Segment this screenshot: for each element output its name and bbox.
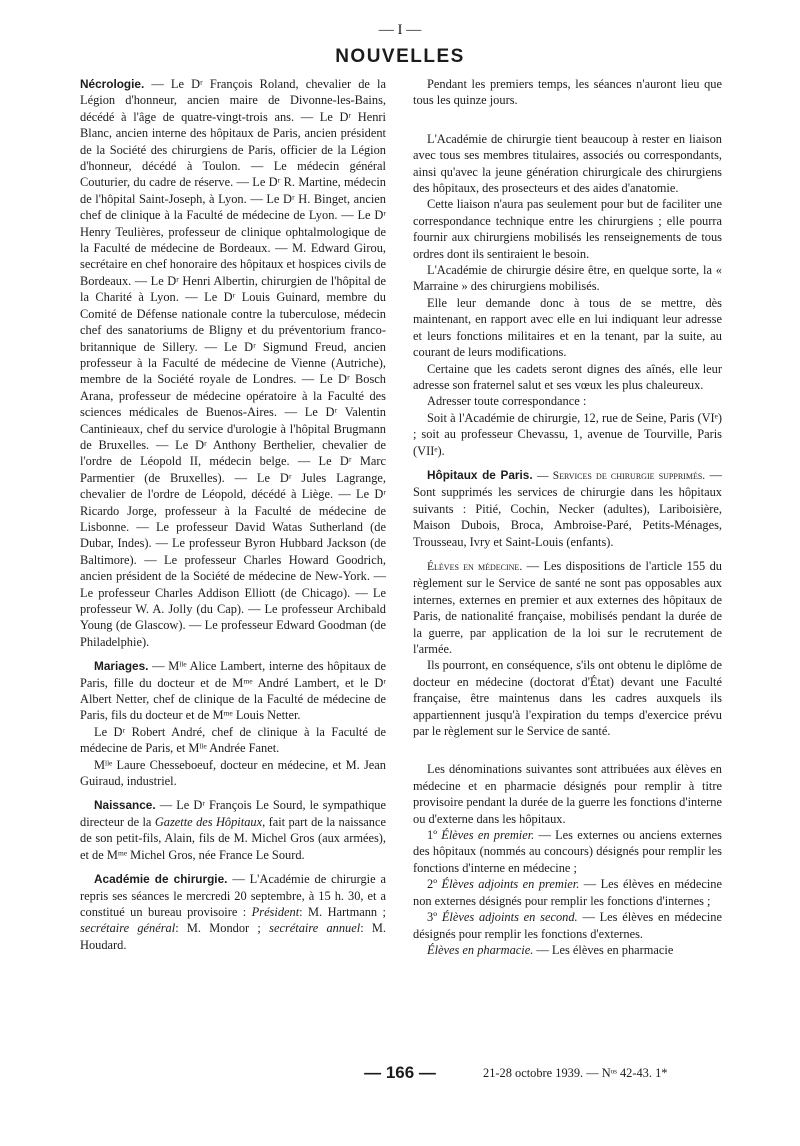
hopitaux-heading: Hôpitaux de Paris. (427, 467, 533, 482)
academie-liaison-paragraph: L'Académie de chirurgie tient beaucoup à rester en liaison avec tous ses membres titulaires, associés ou correspondants, ainsi qu'avec la jeune génération chirurgicale des chirurgiens des hôpitaux, des prosecteurs et des aides d'anatomie. (413, 131, 722, 196)
address-paragraph: Soit à l'Académie de chirurgie, 12, rue de Seine, Paris (VIᵉ) ; soit au professeur Chevassu, 1, avenue de Tourville, Paris (VIIᵉ). (413, 410, 722, 458)
mariages-paragraph-2: Le Dʳ Robert André, chef de clinique à la Faculté de médecine de Paris, et Mˡˡᵉ Andrée Fanet. (80, 724, 386, 756)
naissance-heading: Naissance. (94, 798, 156, 813)
mariages-section (80, 658, 386, 724)
footer-issue-date: 21-28 octobre 1939. — Nᵒˢ 42-43. 1* (483, 1066, 668, 1080)
mariages-text: — Mˡˡᵉ Alice Lambert, interne des hôpitaux de Paris, fille du docteur et de Mᵐᵉ André Lambert, et le Dʳ Albert Netter, chef de clinique de la Faculté de médecine de Paris, fils du docteur et de Mᵐᵉ Louis Netter. (80, 659, 386, 723)
eleves-heading: Élèves en médecine. (427, 560, 523, 573)
list-label-4: Élèves en pharmacie. (427, 942, 534, 957)
academie-role-3: secrétaire annuel (269, 921, 361, 936)
list-text-1: — Les externes ou anciens externes des hôpitaux (nommés au concours) désignés pour remplir les fonctions d'interne en médecine ; (413, 828, 722, 875)
list-text-2: — Les élèves en médecine non externes désignés pour remplir les fonctions d'internes ; (413, 877, 722, 908)
naissance-section (80, 797, 386, 863)
left-column (80, 76, 386, 953)
marraine-paragraph: L'Académie de chirurgie désire être, en quelque sorte, la « Marraine » des chirurgiens mobilisés. (413, 263, 722, 294)
hopitaux-text: — Sont supprimés les services de chirurgie dans les hôpitaux suivants : Pitié, Cochin, Necker (adultes), Lariboisière, Maison Dubois, Broca, Ambroise-Paré, Petits-Ménages, Trousseau, Ivry et Saint-Louis (enfants). (413, 467, 722, 549)
pourront-paragraph: Ils pourront, en conséquence, s'ils ont obtenu le diplôme de docteur en médecine (doctorat d'État) devant une Faculté française, être maintenus dans les cadres auxquels ils appartiennent jusqu'à l'expiration du temps d'exercice prévu par le règlement sur le Service de santé. (413, 658, 722, 739)
list-item-1 (413, 827, 722, 876)
list-item-2 (413, 876, 722, 909)
cadets-paragraph: Certaine que les cadets seront dignes des aînés, elle leur adresse son fraternel salut et ses vœux les plus chaleureux. (413, 361, 722, 392)
list-number-2: 2º (427, 877, 438, 892)
eleves-text: — Les dispositions de l'article 155 du règlement sur le Service de santé ne sont pas opposables aux internes, externes en premier et aux externes des hôpitaux de Paris, de nationalité française, mobilisés pendant la durée de la guerre, par application de la loi sur le recrutement de l'armée. (413, 558, 723, 656)
list-text-4: — Les élèves en pharmacie (533, 942, 674, 957)
denominations-paragraph: Les dénominations suivantes sont attribuées aux élèves en médecine et en pharmacie désignés pour remplir à titre provisoire pendant la durée de la guerre les fonctions d'interne ou d'externe dans les hôpitaux. (413, 762, 722, 826)
necrologie-text: — Le Dʳ François Roland, chevalier de la Légion d'honneur, ancien maire de Divonne-les-Bains, décédé à l'âge de quatre-vingt-trois ans. — Le Dʳ Henri Blanc, ancien interne des hôpitaux de Paris, ancien président de la Société des chirurgiens de Paris, officier de la Légion d'honneur, décédé à Toulon. — Le médecin général Couturier, du cadre de réserve. — Le Dʳ R. Martine, médecin de l'hôpital Saint-Joseph, à Lyon. — Le Dʳ H. Binget, ancien chef de clinique à la Faculté de médecine de Lyon. — Le Dʳ Henry Teulières, professeur de clinique ophtalmologique de la Faculté de médecine de Bordeaux. — M. Edward Girou, secrétaire en chef honoraire des hôpitaux et hospices civils de Bordeaux. — Le Dʳ Henri Albertin, chirurgien de l'hôpital de la Charité à Lyon. — Le Dʳ Louis Guinard, membre du Comité de Défense nationale contre la tuberculose, médecin chef des sanatoriums de Bligny et du préventorium franco-britannique de Sillery. — Le Dʳ Sigmund Freud, ancien professeur à la Faculté de médecine de Vienne (Autriche), membre de la Société royale de Londres. — Le Dʳ Bosch Arana, professeur de médecine opératoire à la Faculté des sciences médicales de Buenos-Aires. — Le Dʳ Valentin Cantinieaux, chef du service d'urologie à l'hôpital Brugmann de Bruxelles. — Le Dʳ Anthony Berthelier, chevalier de l'ordre de Léopold II, médecin belge. — Le Dʳ Marc Parmentier (de Bruxelles). — Le Dʳ Jules Lagrange, chevalier de l'ordre de Léopold, décédé à Liège. — Le Dʳ Ricardo Jorge, professeur à la Faculté de médecine de Lisbonne. — Le professeur David Watas Sutherland (de Dubar, Indes). — Le professeur Byron Hubbard Jackson (de Baltimore). — Le professeur Charles Howard Goodrich, ancien président de la Société de médecine de New-York. — Le professeur Charles Addison Elliott (de Chicago). — Le professeur W. A. Jolly (du Cap). — Le professeur Archibald Young (de Glascow). — Le professeur Edward Goodman (de Philadelphie). (80, 77, 386, 649)
mariages-paragraph-3: Mˡˡᵉ Laure Chesseboeuf, docteur en médecine, et M. Jean Guiraud, industriel. (80, 757, 386, 789)
list-label-2: Élèves adjoints en premier. (441, 877, 580, 892)
footer-page-number: — 166 — (364, 1063, 436, 1082)
academie-heading: Académie de chirurgie. (94, 872, 228, 887)
academie-role-1: Président (251, 904, 300, 919)
hopitaux-section (413, 467, 722, 550)
pendant-paragraph: Pendant les premiers temps, les séances n'auront lieu que tous les quinze jours. (413, 77, 722, 108)
academie-text: — L'Académie de chirurgie a repris ses séances le mercredi 20 septembre, à 15 h. 30, et a constitué un bureau provisoire : (80, 872, 386, 919)
list-label-3: Élèves adjoints en second. (441, 910, 578, 925)
academie-role-2: secrétaire général (80, 921, 176, 936)
list-text-3: — Les élèves en médecine désignés pour remplir les fonctions d'externes. (413, 910, 722, 941)
hopitaux-subheading: — Services de chirurgie supprimés. (537, 469, 706, 482)
academie-name-1: : M. Hartmann ; (299, 904, 386, 919)
list-number-1: 1º (427, 828, 438, 843)
naissance-text-2: fait part de la naissance de son petit-fils, Alain, fils de M. Michel Gros (aux armées), et de Mᵐᵉ Michel Gros, née France Le Sourd. (80, 814, 386, 862)
page-title: NOUVELLES (335, 46, 465, 67)
naissance-text-1: — Le Dʳ François Le Sourd, le sympathique directeur de la (80, 798, 386, 829)
right-column (413, 76, 722, 958)
academie-name-3: : M. Houdard. (80, 921, 386, 952)
eleves-section (413, 558, 722, 657)
academie-name-2: : M. Mondor ; (175, 921, 261, 936)
list-item-4 (413, 942, 722, 958)
naissance-journal-title: Gazette des Hôpitaux, (154, 814, 266, 829)
academie-section (80, 871, 386, 953)
liaison-paragraph: Cette liaison n'aura pas seulement pour but de faciliter une correspondance technique entre les chirurgiens ; elle pourra fournir aux chirurgiens mobilisés les renseignements de tous ordres dont ils sentiraient le besoin. (413, 197, 722, 261)
demande-paragraph: Elle leur demande donc à tous de se mettre, dès maintenant, en rapport avec elle en lui indiquant leur adresse et leurs fonctions militaires et en la tenant, par la suite, au courant de leurs modifications. (413, 295, 722, 360)
adresser-paragraph: Adresser toute correspondance : (427, 394, 587, 409)
necrologie-heading: Nécrologie. (80, 77, 145, 91)
page-label: — I — (378, 22, 422, 38)
necrologie-section (80, 76, 386, 650)
list-item-3 (413, 909, 722, 942)
mariages-heading: Mariages. (94, 659, 149, 674)
list-number-3: 3º (427, 910, 438, 925)
list-label-1: Élèves en premier. (441, 828, 535, 843)
